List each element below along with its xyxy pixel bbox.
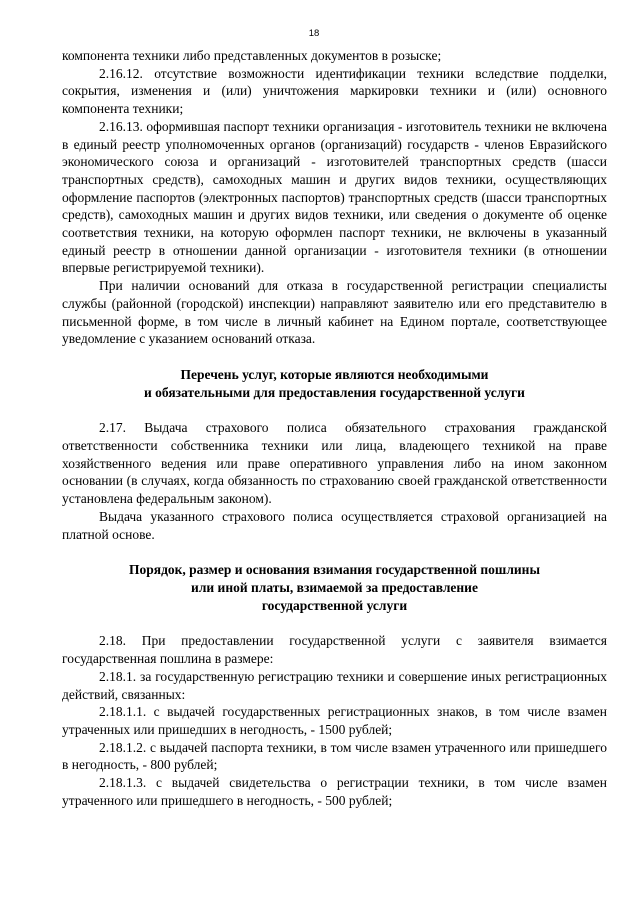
- paragraph: 2.18. При предоставлении государственной услуги с заявителя взимается государственная пошлина в размере:: [62, 633, 607, 667]
- paragraph: При наличии оснований для отказа в государственной регистрации специалисты службы (районной (городской) инспекции) направляют заявителю или его представителю в письменной форме, в том числе в личный кабинет на Едином портале, соответствующее уведомление с указанием оснований отказа.: [62, 278, 607, 347]
- heading-line: Порядок, размер и основания взимания государственной пошлины: [129, 562, 540, 578]
- paragraph: 2.16.13. оформившая паспорт техники организация - изготовитель техники не включена в единый реестр уполномоченных органов (организаций) государств - членов Евразийского экономического союза и организаций - изготовителей транспортных средств (шасси транспортных средств), самоходных машин и других видов техники, осуществляющих оформление паспортов (электронных паспортов) транспортных средств (шасси транспортных средств), самоходных машин и других видов техники, или сведения о документе об оценке соответствия техники, на которую оформлен паспорт техники, не включены в указанный единый реестр в отношении данной организации - изготовителя техники (в отношении впервые регистрируемой техники).: [62, 118, 607, 276]
- heading-line: государственной услуги: [261, 597, 408, 613]
- paragraph: 2.18.1.1. с выдачей государственных регистрационных знаков, в том числе взамен утраченных или пришедших в негодность, - 1500 рублей;: [62, 704, 607, 737]
- paragraph: 2.16.12. отсутствие возможности идентификации техники вследствие подделки, сокрытия, изменения и (или) уничтожения маркировки техники и (или) основного компонента техники;: [62, 65, 607, 117]
- paragraph: 2.18.1.2. с выдачей паспорта техники, в том числе взамен утраченного или пришедшего в негодность, - 800 рублей;: [62, 739, 607, 773]
- paragraph: 2.18.1.3. с выдачей свидетельства о регистрации техники, в том числе взамен утраченного или пришедшего в негодность, - 500 рублей;: [62, 775, 607, 808]
- section-heading: [62, 561, 607, 614]
- heading-line: и обязательными для предоставления государственной услуги: [144, 384, 525, 400]
- section-heading: [62, 366, 607, 401]
- document-body: [62, 47, 607, 809]
- paragraph: компонента техники либо представленных документов в розыске;: [62, 48, 442, 63]
- heading-line: Перечень услуг, которые являются необходимыми: [180, 366, 489, 382]
- paragraph: 2.17. Выдача страхового полиса обязательного страхования гражданской ответственности собственника техники или лица, владеющего техникой на праве хозяйственного ведения или праве оперативного управления либо на ином законном основании (в случаях, когда обязанность по страхованию своей гражданской ответственности установлена федеральным законом).: [62, 420, 607, 507]
- heading-line: или иной платы, взимаемой за предоставление: [191, 579, 478, 595]
- paragraph: Выдача указанного страхового полиса осуществляется страховой организацией на платной основе.: [62, 508, 607, 542]
- paragraph: 2.18.1. за государственную регистрацию техники и совершение иных регистрационных действий, связанных:: [62, 668, 607, 702]
- page-number: 18: [308, 28, 320, 39]
